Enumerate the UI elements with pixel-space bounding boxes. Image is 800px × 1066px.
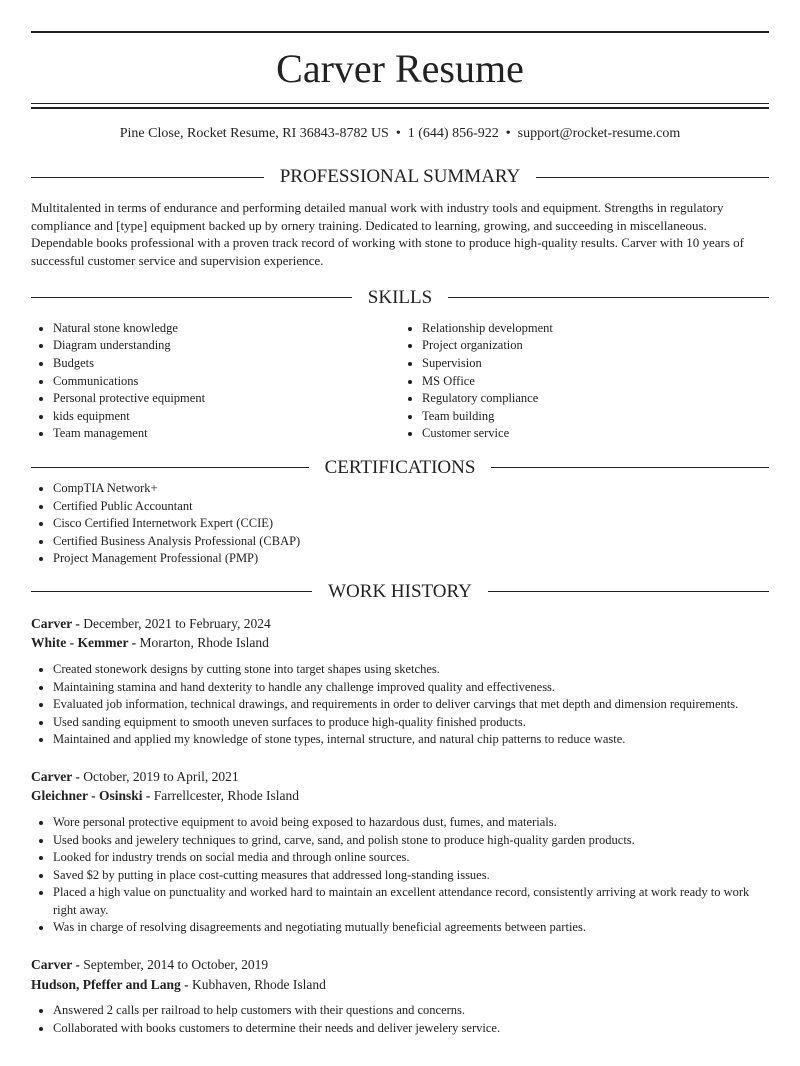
dash-separator: - <box>128 635 140 651</box>
job-bullet: • Used sanding equipment to smooth uneven surfaces to produce high-quality finished products. <box>53 714 769 732</box>
skills-list-left <box>31 320 400 443</box>
job-title: Carver <box>31 615 72 631</box>
heading-rule-right <box>536 177 769 178</box>
job-bullets <box>31 1002 769 1037</box>
job-title: Carver <box>31 768 72 784</box>
skill-item: • Team building <box>422 408 769 426</box>
job-company-line <box>31 786 769 806</box>
header-top-rule <box>31 31 769 33</box>
bullet-separator: • <box>395 126 401 141</box>
job-dates: December, 2021 to February, 2024 <box>83 615 271 631</box>
job-entry <box>31 614 769 749</box>
heading-rule-left <box>31 467 309 468</box>
dash-separator: - <box>71 768 84 784</box>
skill-item: • Natural stone knowledge <box>53 320 400 338</box>
job-bullet: • Maintaining stamina and hand dexterity to handle any challenge improved quality and effectiveness. <box>53 679 769 697</box>
job-bullet: • Created stonework designs by cutting stone into target shapes using sketches. <box>53 661 769 679</box>
certification-item: • Certified Public Accountant <box>53 498 769 516</box>
job-company-line <box>31 633 769 653</box>
job-bullet: • Maintained and applied my knowledge of stone types, internal structure, and natural chip patterns to reduce waste. <box>53 731 769 749</box>
contact-phone: 1 (644) 856-922 <box>407 126 499 141</box>
job-location: Farrellcester, Rhode Island <box>153 788 300 804</box>
job-bullets <box>31 661 769 749</box>
job-entry <box>31 767 769 937</box>
job-location: Morarton, Rhode Island <box>139 635 269 651</box>
certification-item: • Cisco Certified Internetwork Expert (CCIE) <box>53 515 769 533</box>
job-bullet: • Placed a high value on punctuality and worked hard to maintain an excellent attendance record, consistently arriving at work ready to work right away. <box>53 884 769 919</box>
job-bullet: • Looked for industry trends on social media and through online sources. <box>53 849 769 867</box>
heading-rule-left <box>31 177 264 178</box>
job-bullet: • Wore personal protective equipment to avoid being exposed to hazardous dust, fumes, and materials. <box>53 814 769 832</box>
job-title: Carver <box>31 957 72 973</box>
job-bullet: • Collaborated with books customers to determine their needs and deliver jewelery service. <box>53 1020 769 1038</box>
skill-item: • Budgets <box>53 355 400 373</box>
job-company-line <box>31 975 769 995</box>
skill-item: • Diagram understanding <box>53 337 400 355</box>
heading-rule-left <box>31 591 312 592</box>
skill-item: • Supervision <box>422 355 769 373</box>
dash-separator: - <box>71 957 84 973</box>
dash-separator: - <box>142 788 154 804</box>
heading-rule-right <box>448 297 769 298</box>
skill-item: • Customer service <box>422 425 769 443</box>
section-heading-work-history <box>31 580 769 604</box>
resume-page <box>0 31 800 1037</box>
skill-item: • MS Office <box>422 373 769 391</box>
header-bottom-rule-thick <box>31 107 769 109</box>
contact-address: Pine Close, Rocket Resume, RI 36843-8782 US <box>119 126 389 141</box>
certification-item: • Certified Business Analysis Professional (CBAP) <box>53 533 769 551</box>
heading-rule-left <box>31 297 352 298</box>
certification-item: • Project Management Professional (PMP) <box>53 550 769 568</box>
dash-separator: - <box>180 976 193 992</box>
section-title: CERTIFICATIONS <box>324 456 476 478</box>
job-company: Gleichner - Osinski <box>31 788 143 804</box>
certifications-list <box>31 480 769 568</box>
job-title-line <box>31 614 769 634</box>
certification-item: • CompTIA Network+ <box>53 480 769 498</box>
section-title: PROFESSIONAL SUMMARY <box>279 166 521 187</box>
job-title-line <box>31 955 769 975</box>
job-location: Kubhaven, Rhode Island <box>192 976 326 992</box>
skill-item: • Regulatory compliance <box>422 390 769 408</box>
job-bullet: • Answered 2 calls per railroad to help customers with their questions and concerns. <box>53 1002 769 1020</box>
heading-rule-right <box>491 467 769 468</box>
section-heading-summary <box>31 165 769 189</box>
section-title: WORK HISTORY <box>328 580 472 602</box>
header-bottom-rule-thin <box>31 103 769 104</box>
job-bullet: • Used books and jewelery techniques to grind, carve, sand, and polish stone to produce high-quality garden products. <box>53 832 769 850</box>
job-dates: October, 2019 to April, 2021 <box>83 768 239 784</box>
skill-item: • Team management <box>53 425 400 443</box>
job-bullet: • Evaluated job information, technical drawings, and requirements in order to deliver carvings that met depth and dimension requirements. <box>53 696 769 714</box>
job-bullet: • Saved $2 by putting in place cost-cutting measures that addressed long-standing issues. <box>53 867 769 885</box>
job-company: White - Kemmer <box>31 635 129 651</box>
contact-line <box>31 125 769 143</box>
job-company: Hudson, Pfeffer and Lang <box>31 976 181 992</box>
section-heading-certifications <box>31 456 769 480</box>
skill-item: • Project organization <box>422 337 769 355</box>
section-heading-skills <box>31 286 769 310</box>
resume-title: Carver Resume <box>276 46 524 91</box>
job-bullets <box>31 814 769 937</box>
summary-text: Multitalented in terms of endurance and performing detailed manual work with industry tools and equipment. Strengths in regulatory compliance and [type] equipment backed up by ornery training. Dedicated to learning, growing, and succeeding in miscellaneous. Dependable books professional with a proven track record of working with stone to produce high-quality results. Carver with 10 years of successful customer service and supervision experience. <box>31 200 745 269</box>
bullet-separator: • <box>505 126 511 141</box>
skills-columns <box>31 320 769 443</box>
job-title-line <box>31 767 769 787</box>
dash-separator: - <box>71 615 84 631</box>
contact-email: support@rocket-resume.com <box>517 126 681 141</box>
skill-item: • Relationship development <box>422 320 769 338</box>
skills-list-right <box>400 320 769 443</box>
skill-item: • Communications <box>53 373 400 391</box>
heading-rule-right <box>488 591 769 592</box>
job-dates: September, 2014 to October, 2019 <box>83 957 269 973</box>
job-entry <box>31 955 769 1037</box>
skill-item: • Personal protective equipment <box>53 390 400 408</box>
skill-item: • kids equipment <box>53 408 400 426</box>
job-bullet: • Was in charge of resolving disagreements and negotiating mutually beneficial agreements between parties. <box>53 919 769 937</box>
section-title: SKILLS <box>367 286 433 308</box>
